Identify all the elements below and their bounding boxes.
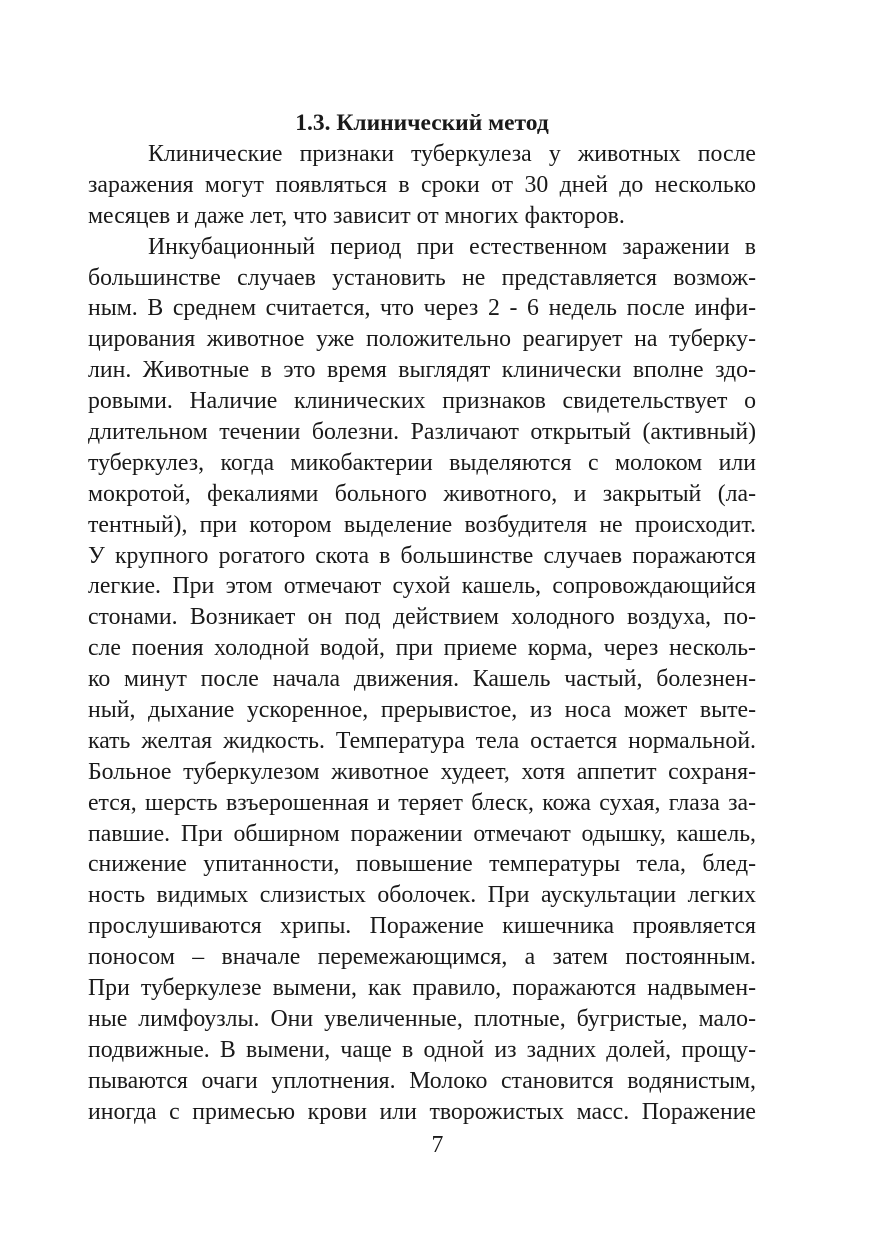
text-line: цирования животное уже положительно реагирует на туберку-: [88, 326, 756, 353]
text-line: пываются очаги уплотнения. Молоко становится водянистым,: [88, 1067, 756, 1094]
text-line: Клинические признаки туберкулеза у животных после: [148, 141, 756, 167]
text-line: иногда с примесью крови или творожистых масс. Поражение: [88, 1098, 756, 1125]
body-text: [88, 139, 756, 1128]
text-line: Больное туберкулезом животное худеет, хотя аппетит сохраня-: [88, 758, 756, 785]
text-line: поносом – вначале перемежающимся, а затем постоянным.: [88, 944, 756, 971]
text-line: туберкулез, когда микобактерии выделяются с молоком или: [88, 449, 756, 476]
text-line: павшие. При обширном поражении отмечают одышку, кашель,: [88, 820, 756, 847]
paragraph: [88, 139, 756, 232]
text-line: сле поения холодной водой, при приеме корма, через несколь-: [88, 635, 756, 662]
page-number: 7: [431, 1132, 444, 1158]
text-line: подвижные. В вымени, чаще в одной из задних долей, прощу-: [88, 1036, 756, 1063]
text-line: прослушиваются хрипы. Поражение кишечника проявляется: [88, 913, 756, 940]
text-line: лин. Животные в это время выглядят клинически вполне здо-: [88, 357, 756, 384]
text-line: длительном течении болезни. Различают открытый (активный): [88, 419, 756, 446]
text-line: ный, дыхание ускоренное, прерывистое, из носа может выте-: [88, 697, 756, 724]
text-line: ным. В среднем считается, что через 2 - 6 недель после инфи-: [88, 295, 756, 322]
text-line: стонами. Возникает он под действием холодного воздуха, по-: [88, 604, 756, 631]
text-line: ко минут после начала движения. Кашель частый, болезнен-: [88, 666, 756, 693]
text-line: При туберкулезе вымени, как правило, поражаются надвымен-: [88, 975, 756, 1002]
text-line: кать желтая жидкость. Температура тела остается нормальной.: [88, 727, 756, 754]
text-line: ровыми. Наличие клинических признаков свидетельствует о: [88, 388, 756, 415]
section-heading: 1.3. Клинический метод: [295, 110, 549, 136]
text-line: мокротой, фекалиями больного животного, и закрытый (ла-: [88, 480, 756, 507]
text-line: ность видимых слизистых оболочек. При аускультации легких: [88, 882, 756, 909]
text-line: ется, шерсть взъерошенная и теряет блеск, кожа сухая, глаза за-: [88, 789, 756, 816]
text-line: заражения могут появляться в сроки от 30 дней до несколько: [88, 171, 756, 198]
text-line: легкие. При этом отмечают сухой кашель, сопровождающийся: [88, 573, 756, 600]
text-line: месяцев и даже лет, что зависит от многих факторов.: [88, 202, 625, 229]
text-line: ные лимфоузлы. Они увеличенные, плотные, бугристые, мало-: [88, 1005, 756, 1032]
document-page: [88, 108, 756, 1128]
text-line: снижение упитанности, повышение температуры тела, блед-: [88, 851, 756, 878]
text-line: У крупного рогатого скота в большинстве случаев поражаются: [88, 542, 756, 569]
text-line: Инкубационный период при естественном заражении в: [148, 233, 756, 260]
paragraph: [88, 232, 756, 1128]
text-line: тентный), при котором выделение возбудителя не происходит.: [88, 511, 756, 538]
text-line: большинстве случаев установить не представляется возмож-: [88, 264, 756, 291]
